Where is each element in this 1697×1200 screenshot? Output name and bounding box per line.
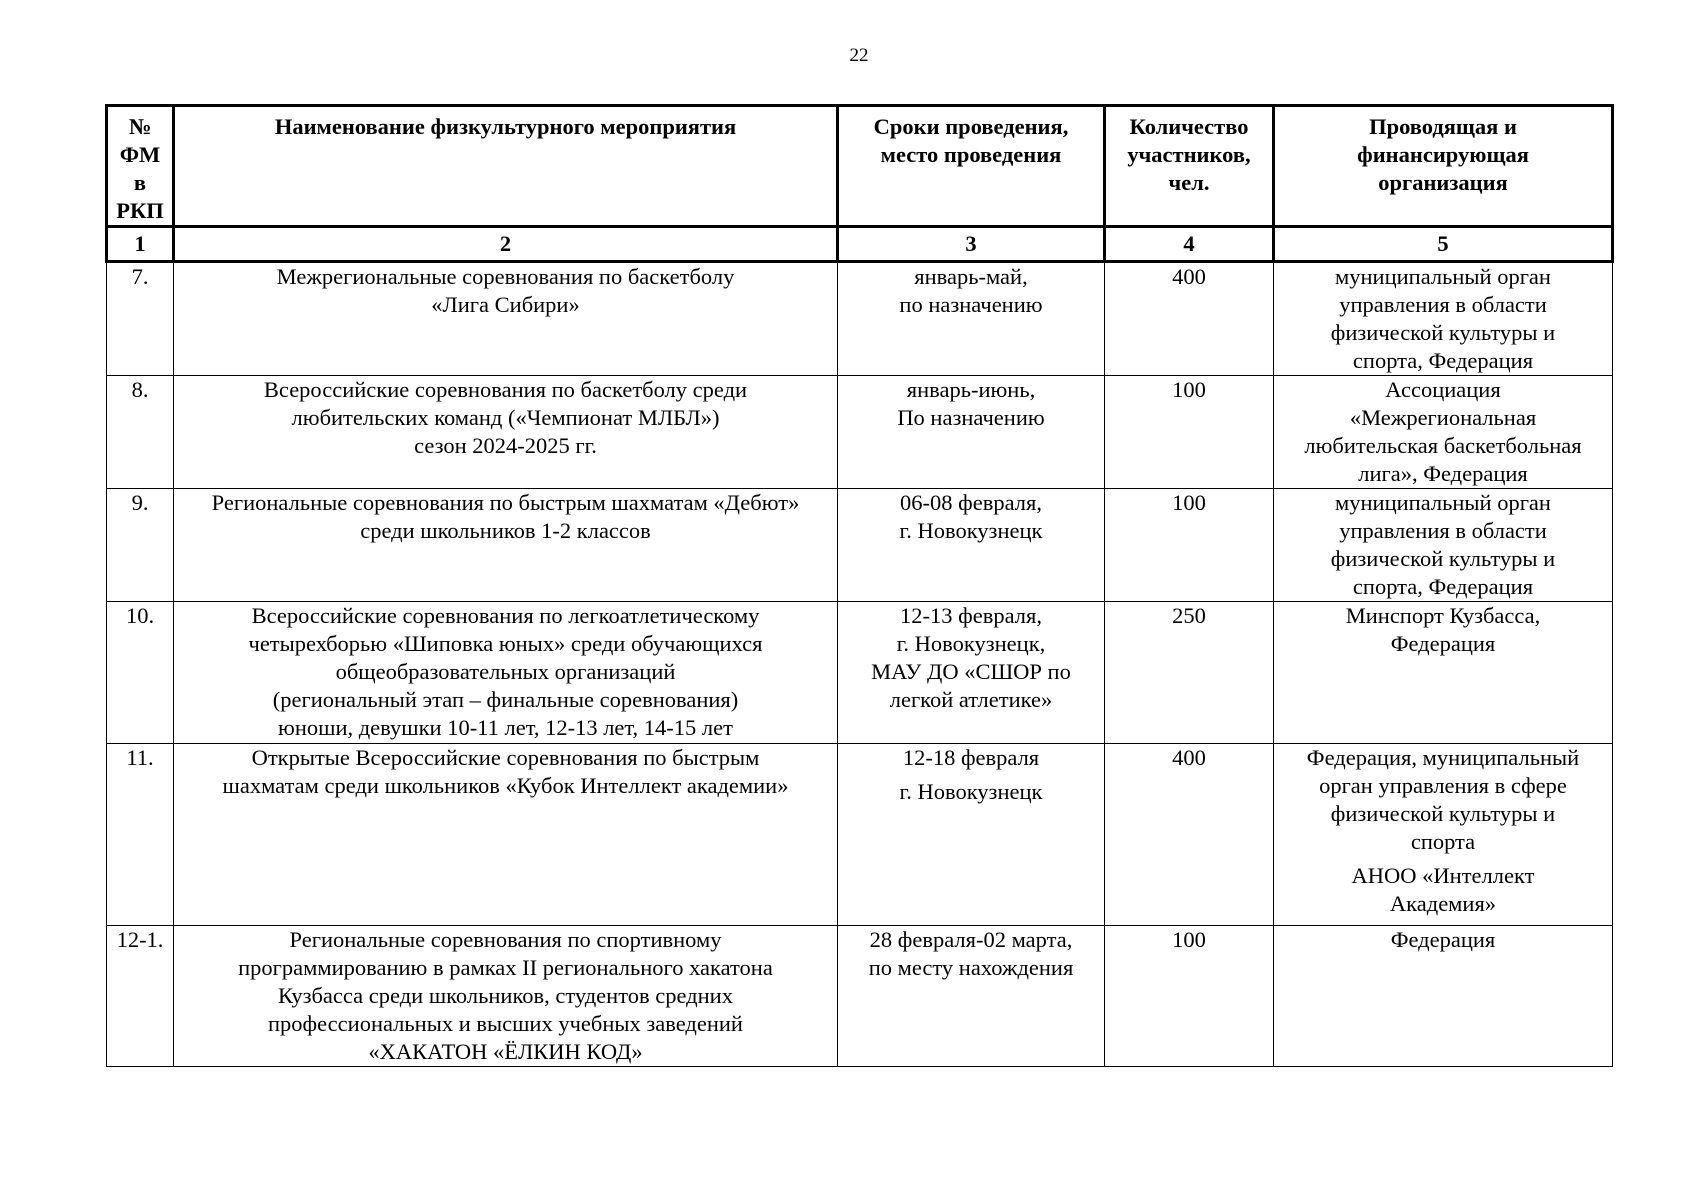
event-name-line: (региональный этап – финальные соревнования) xyxy=(272,687,739,712)
event-name-line: Всероссийские соревнования по баскетболу среди xyxy=(263,377,748,402)
column-number: 2 xyxy=(174,227,838,262)
organization-line: орган управления в сфере xyxy=(1319,773,1567,798)
participants-count: 400 xyxy=(1172,264,1206,289)
participants-cell xyxy=(1105,262,1274,376)
dates-line: 06-08 февраля, xyxy=(900,490,1042,515)
dates-line: по назначению xyxy=(899,292,1043,317)
row-number: 8. xyxy=(131,377,149,402)
organization-line: любительская баскетбольная xyxy=(1304,433,1582,458)
header-cell-dates xyxy=(838,106,1105,227)
event-name-cell xyxy=(174,926,838,1067)
organization-cell xyxy=(1274,744,1613,926)
organization-line: Федерация xyxy=(1390,631,1496,656)
dates-line: январь-май, xyxy=(914,264,1028,289)
event-name-cell xyxy=(174,489,838,602)
row-number-cell xyxy=(107,744,174,926)
organization-line: муниципальный орган xyxy=(1335,264,1551,289)
header-line: финансирующая xyxy=(1357,142,1529,167)
organization-line: «Межрегиональная xyxy=(1349,405,1537,430)
event-name-line: «Лига Сибири» xyxy=(431,292,580,317)
header-line: Наименование физкультурного мероприятия xyxy=(274,114,737,139)
header-line: участников, xyxy=(1127,142,1251,167)
header-line: № xyxy=(128,114,152,139)
row-number-cell xyxy=(107,602,174,744)
row-number: 11. xyxy=(126,745,154,770)
event-name-cell xyxy=(174,744,838,926)
column-number: 5 xyxy=(1274,227,1613,262)
organization-cell xyxy=(1274,262,1613,376)
header-line: Проводящая и xyxy=(1369,114,1517,139)
table-row xyxy=(107,602,1613,744)
event-name-line: Региональные соревнования по быстрым шахматам «Дебют» xyxy=(211,490,800,515)
participants-count: 100 xyxy=(1172,377,1206,402)
dates-cell xyxy=(838,744,1105,926)
page-number: 22 xyxy=(849,45,869,66)
participants-cell xyxy=(1105,489,1274,602)
organization-cell xyxy=(1274,489,1613,602)
row-number: 7. xyxy=(131,264,149,289)
row-number: 9. xyxy=(131,490,149,515)
dates-line: г. Новокузнецк xyxy=(899,518,1043,543)
header-line: в xyxy=(133,170,147,195)
organization-line: физической культуры и xyxy=(1330,801,1556,826)
dates-line: По назначению xyxy=(897,405,1045,430)
event-name-line: любительских команд («Чемпионат МЛБЛ») xyxy=(291,405,720,430)
participants-count: 250 xyxy=(1172,603,1206,628)
event-name-line: среди школьников 1-2 классов xyxy=(360,518,651,543)
event-name-line: «ХАКАТОН «ЁЛКИН КОД» xyxy=(368,1039,643,1064)
participants-cell xyxy=(1105,376,1274,489)
header-cell-organization xyxy=(1274,106,1613,227)
organization-cell xyxy=(1274,376,1613,489)
organization-line: спорта xyxy=(1410,829,1476,854)
organization-extra-line: Академия» xyxy=(1389,891,1497,916)
row-number: 12-1. xyxy=(116,927,164,952)
column-number: 3 xyxy=(838,227,1105,262)
organization-line: спорта, Федерация xyxy=(1352,574,1534,599)
dates-cell xyxy=(838,376,1105,489)
organization-cell xyxy=(1274,926,1613,1067)
participants-count: 100 xyxy=(1172,490,1206,515)
dates-cell xyxy=(838,262,1105,376)
header-line: место проведения xyxy=(880,142,1062,167)
organization-line: Федерация xyxy=(1390,927,1496,952)
organization-line: спорта, Федерация xyxy=(1352,348,1534,373)
dates-line: 12-13 февраля, xyxy=(900,603,1042,628)
event-name-line: программированию в рамках II регионального хакатона xyxy=(238,955,773,980)
row-number-cell xyxy=(107,376,174,489)
participants-cell xyxy=(1105,744,1274,926)
header-line: чел. xyxy=(1168,170,1210,195)
organization-extra-line: АНОО «Интеллект xyxy=(1351,863,1535,888)
event-name-line: шахматам среди школьников «Кубок Интеллект академии» xyxy=(222,773,789,798)
row-number: 10. xyxy=(125,603,155,628)
row-number-cell xyxy=(107,926,174,1067)
organization-line: управления в области xyxy=(1339,518,1547,543)
header-line: Количество xyxy=(1129,114,1249,139)
event-name-line: сезон 2024-2025 гг. xyxy=(414,433,597,458)
event-name-line: четырехборью «Шиповка юных» среди обучающихся xyxy=(248,631,763,656)
header-row xyxy=(107,106,1613,227)
organization-line: Ассоциация xyxy=(1385,377,1501,402)
dates-cell xyxy=(838,602,1105,744)
dates-line: 12-18 февраля xyxy=(902,745,1040,770)
participants-cell xyxy=(1105,602,1274,744)
dates-line: по месту нахождения xyxy=(868,955,1074,980)
event-name-line: Региональные соревнования по спортивному xyxy=(289,927,722,952)
header-line: РКП xyxy=(116,198,164,223)
table-row xyxy=(107,744,1613,926)
table-row xyxy=(107,262,1613,376)
participants-count: 400 xyxy=(1172,745,1206,770)
participants-count: 100 xyxy=(1172,927,1206,952)
header-line: ФМ xyxy=(119,142,161,167)
event-name-cell xyxy=(174,376,838,489)
table-row xyxy=(107,376,1613,489)
header-cell-event-name xyxy=(174,106,838,227)
organization-line: Федерация, муниципальный xyxy=(1306,745,1580,770)
dates-cell xyxy=(838,489,1105,602)
participants-cell xyxy=(1105,926,1274,1067)
column-number: 1 xyxy=(107,227,174,262)
event-name-line: Межрегиональные соревнования по баскетболу xyxy=(276,264,735,289)
event-name-line: профессиональных и высших учебных заведений xyxy=(268,1011,743,1036)
dates-line: г. Новокузнецк, xyxy=(896,631,1046,656)
event-name-line: юноши, девушки 10-11 лет, 12-13 лет, 14-15 лет xyxy=(278,715,733,740)
dates-line: легкой атлетике» xyxy=(889,687,1053,712)
dates-line: январь-июнь, xyxy=(906,377,1036,402)
dates-line: 28 февраля-02 марта, xyxy=(869,927,1073,952)
header-cell-participants xyxy=(1105,106,1274,227)
table-row xyxy=(107,489,1613,602)
organization-line: управления в области xyxy=(1339,292,1547,317)
event-name-cell xyxy=(174,602,838,744)
events-table xyxy=(105,104,1614,1067)
organization-line: физической культуры и xyxy=(1330,320,1556,345)
header-line: организация xyxy=(1378,170,1508,195)
event-name-line: Всероссийские соревнования по легкоатлетическому xyxy=(251,603,760,628)
table-body xyxy=(107,262,1613,1067)
dates-line: г. Новокузнецк xyxy=(899,779,1043,804)
organization-line: физической культуры и xyxy=(1330,546,1556,571)
event-name-cell xyxy=(174,262,838,376)
event-name-line: Открытые Всероссийские соревнования по быстрым xyxy=(251,745,760,770)
table-row xyxy=(107,926,1613,1067)
column-number: 4 xyxy=(1105,227,1274,262)
row-number-cell xyxy=(107,489,174,602)
organization-cell xyxy=(1274,602,1613,744)
event-name-line: общеобразовательных организаций xyxy=(335,659,676,684)
organization-line: лига», Федерация xyxy=(1358,461,1528,486)
organization-line: муниципальный орган xyxy=(1335,490,1551,515)
event-name-line: Кузбасса среди школьников, студентов средних xyxy=(278,983,733,1008)
header-cell-number xyxy=(107,106,174,227)
dates-cell xyxy=(838,926,1105,1067)
column-number-row xyxy=(107,227,1613,262)
header-line: Сроки проведения, xyxy=(873,114,1069,139)
dates-line: МАУ ДО «СШОР по xyxy=(871,659,1071,684)
row-number-cell xyxy=(107,262,174,376)
organization-line: Минспорт Кузбасса, xyxy=(1345,603,1541,628)
